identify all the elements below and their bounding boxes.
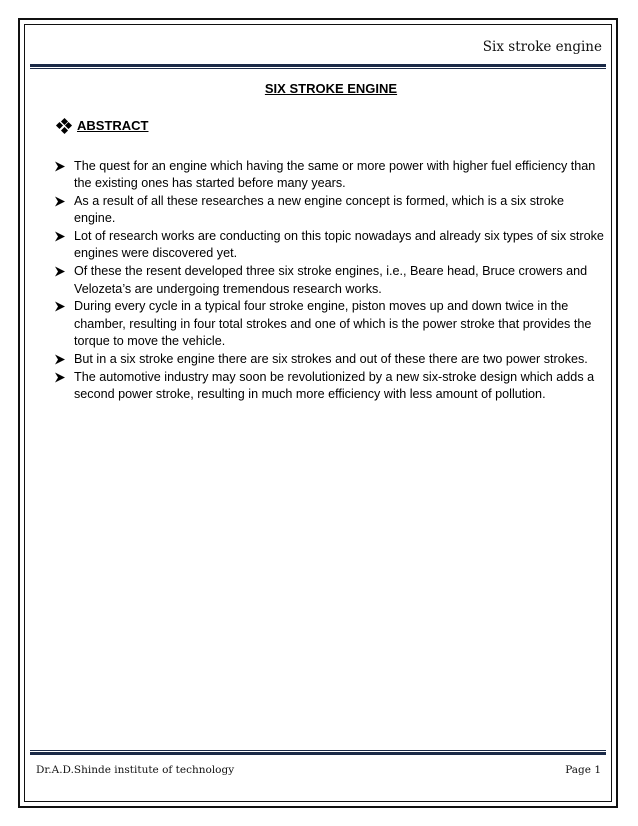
arrow-bullet-icon: [54, 354, 66, 365]
arrow-bullet-icon: [54, 196, 66, 207]
list-item: [54, 228, 604, 263]
header-rule-thin: [30, 68, 606, 69]
page-number: Page 1: [565, 764, 601, 776]
page-border-inner: [24, 24, 612, 802]
list-item-text: As a result of all these researches a new engine concept is formed, which is a six stroke engine.: [74, 194, 564, 226]
list-item: [54, 158, 604, 193]
list-item-text: During every cycle in a typical four stroke engine, piston moves up and down twice in the chamber, resulting in four total strokes and one of which is the power stroke that provides the torque to move the vehicle.: [74, 299, 592, 348]
list-item-text: The quest for an engine which having the same or more power with higher fuel efficiency than the existing ones has started before many years.: [74, 159, 596, 191]
section-heading-label: ABSTRACT: [77, 118, 149, 133]
arrow-bullet-icon: [54, 266, 66, 277]
list-item-text: Lot of research works are conducting on this topic nowadays and already six types of six stroke engines were discovered yet.: [74, 229, 604, 261]
arrow-bullet-icon: [54, 372, 66, 383]
list-item: [54, 369, 604, 404]
list-item: [54, 263, 604, 298]
list-item-text: Of these the resent developed three six stroke engines, i.e., Beare head, Bruce crowers and Velozeta’s are undergoing tremendous research works.: [74, 264, 588, 296]
running-header-title: Six stroke engine: [482, 39, 602, 55]
arrow-bullet-icon: [54, 301, 66, 312]
document-title: SIX STROKE ENGINE: [264, 81, 398, 96]
bullet-list: [54, 158, 604, 404]
arrow-bullet-icon: [54, 161, 66, 172]
arrow-bullet-icon: [54, 231, 66, 242]
footer-rule-thin: [30, 750, 606, 751]
list-item: [54, 193, 604, 228]
list-item-text: But in a six stroke engine there are six strokes and out of these there are two power strokes.: [74, 351, 588, 366]
section-heading: [57, 118, 149, 133]
list-item: [54, 298, 604, 350]
header-rule: [30, 64, 606, 67]
list-item: [54, 351, 604, 368]
list-item-text: The automotive industry may soon be revolutionized by a new six-stroke design which adds a second power stroke, resulting in much more efficiency with less amount of pollution.: [74, 369, 595, 401]
diamond-bullet-icon: [57, 119, 71, 133]
footer-rule: [30, 752, 606, 755]
footer-institution: Dr.A.D.Shinde institute of technology: [36, 764, 235, 776]
